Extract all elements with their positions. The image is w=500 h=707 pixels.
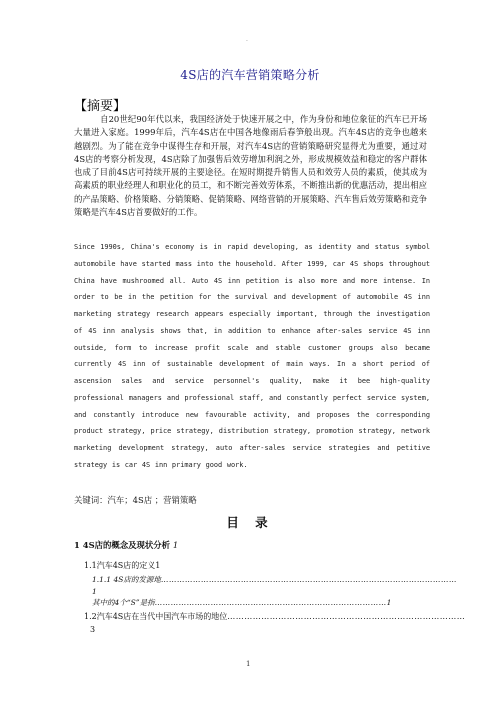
- toc-leader-dots: ……………………………………………………………………………: [154, 598, 387, 607]
- toc-entry-label: 其中的4个“S”是指: [92, 598, 155, 607]
- toc-entry-label: 1.1.1 4S店的发源地: [92, 575, 161, 584]
- abstract-heading: 【摘要】: [74, 99, 127, 114]
- toc-entry-1-1[interactable]: 1.1汽车4S店的定义1: [84, 561, 161, 570]
- toc-entry-four-s[interactable]: [92, 597, 428, 608]
- document-title: 4S店的汽车营销策略分析: [180, 68, 320, 82]
- toc-entry-page: 1: [92, 587, 97, 596]
- toc-leader-dots: …………………………………………………………………………………………………: [160, 575, 457, 584]
- toc-entry-page: 1: [172, 540, 179, 550]
- toc-entry-label: 1 4S店的概念及现状分析: [74, 540, 170, 550]
- toc-entry-chapter-1[interactable]: [74, 539, 178, 551]
- toc-leader-dots: …………………………………………………………………………: [227, 612, 466, 621]
- abstract-chinese-text: 自20世纪90年代以来，我国经济处于快速开展之中，作为身份和地位象征的汽车已开场大量进入家庭。1999年后，汽车4S店在中国各地像雨后春笋般出现。汽车4S店的竞争也越来越剧烈。为了能在竞争中谋得生存和开展，对汽车4S店的营销策略研究显得尤为重要，通过对4S店的考察分析发现，4S店除了加强售后效劳增加利润之外，形成规模效益和稳定的客户群体也成了目前4S店可持续开展的主要途径。在短时期提升销售人员和效劳人员的素质，使其成为高素质的职业经理人和职业化的员工，和不断完善效劳体系，不断推出新的优惠活动，提出相应的产品策略、价格策略、分销策略、促销策略、网络营销的开展策略、汽车售后效劳策略和竞争策略是汽车4S店首要做好的工作。: [74, 114, 427, 218]
- abstract-english: Since 1990s, China's economy is in rapid developing, as identity and status symbol automobile have started mass into the household. After 1999, car 4S shops throughout China have mushroomed all. Auto 4S inn petition is also more and more intense. In order to be in the petition for the survival and development of automobile 4S inn marketing strategy research appears especially important, through the investigation of 4S inn analysis shows that, in addition to enhance after-sales service 4S inn outside, form to increase profit scale and stable customer groups also became currently 4S inn of sustainable development of main ways. In a short period of ascension sales and service personnel's quality, make it bee high-quality professional managers and professional staff, and constantly perfect service system, and constantly introduce new favourable activity, and proposes the corresponding product strategy, price strategy, distribution strategy, promotion strategy, network marketing development strategy, auto after-sales service strategies and petitive strategy is car 4S inn primary good work.: [74, 243, 430, 469]
- toc-heading: 目 录: [226, 515, 274, 530]
- toc-entry-1-1-1[interactable]: [92, 574, 457, 585]
- abstract-chinese: [74, 113, 427, 219]
- keywords-line: 关键词：汽车；4S店 ；营销策略: [74, 495, 197, 505]
- toc-entry-label: 1.2汽车4S店在当代中国汽车市场的地位: [84, 612, 228, 621]
- toc-entry-page: 3: [90, 625, 96, 634]
- toc-entry-page: 1: [386, 598, 392, 607]
- header-mark: .: [246, 36, 248, 43]
- page-number: 1: [246, 660, 251, 668]
- toc-entry-1-2[interactable]: [84, 611, 466, 622]
